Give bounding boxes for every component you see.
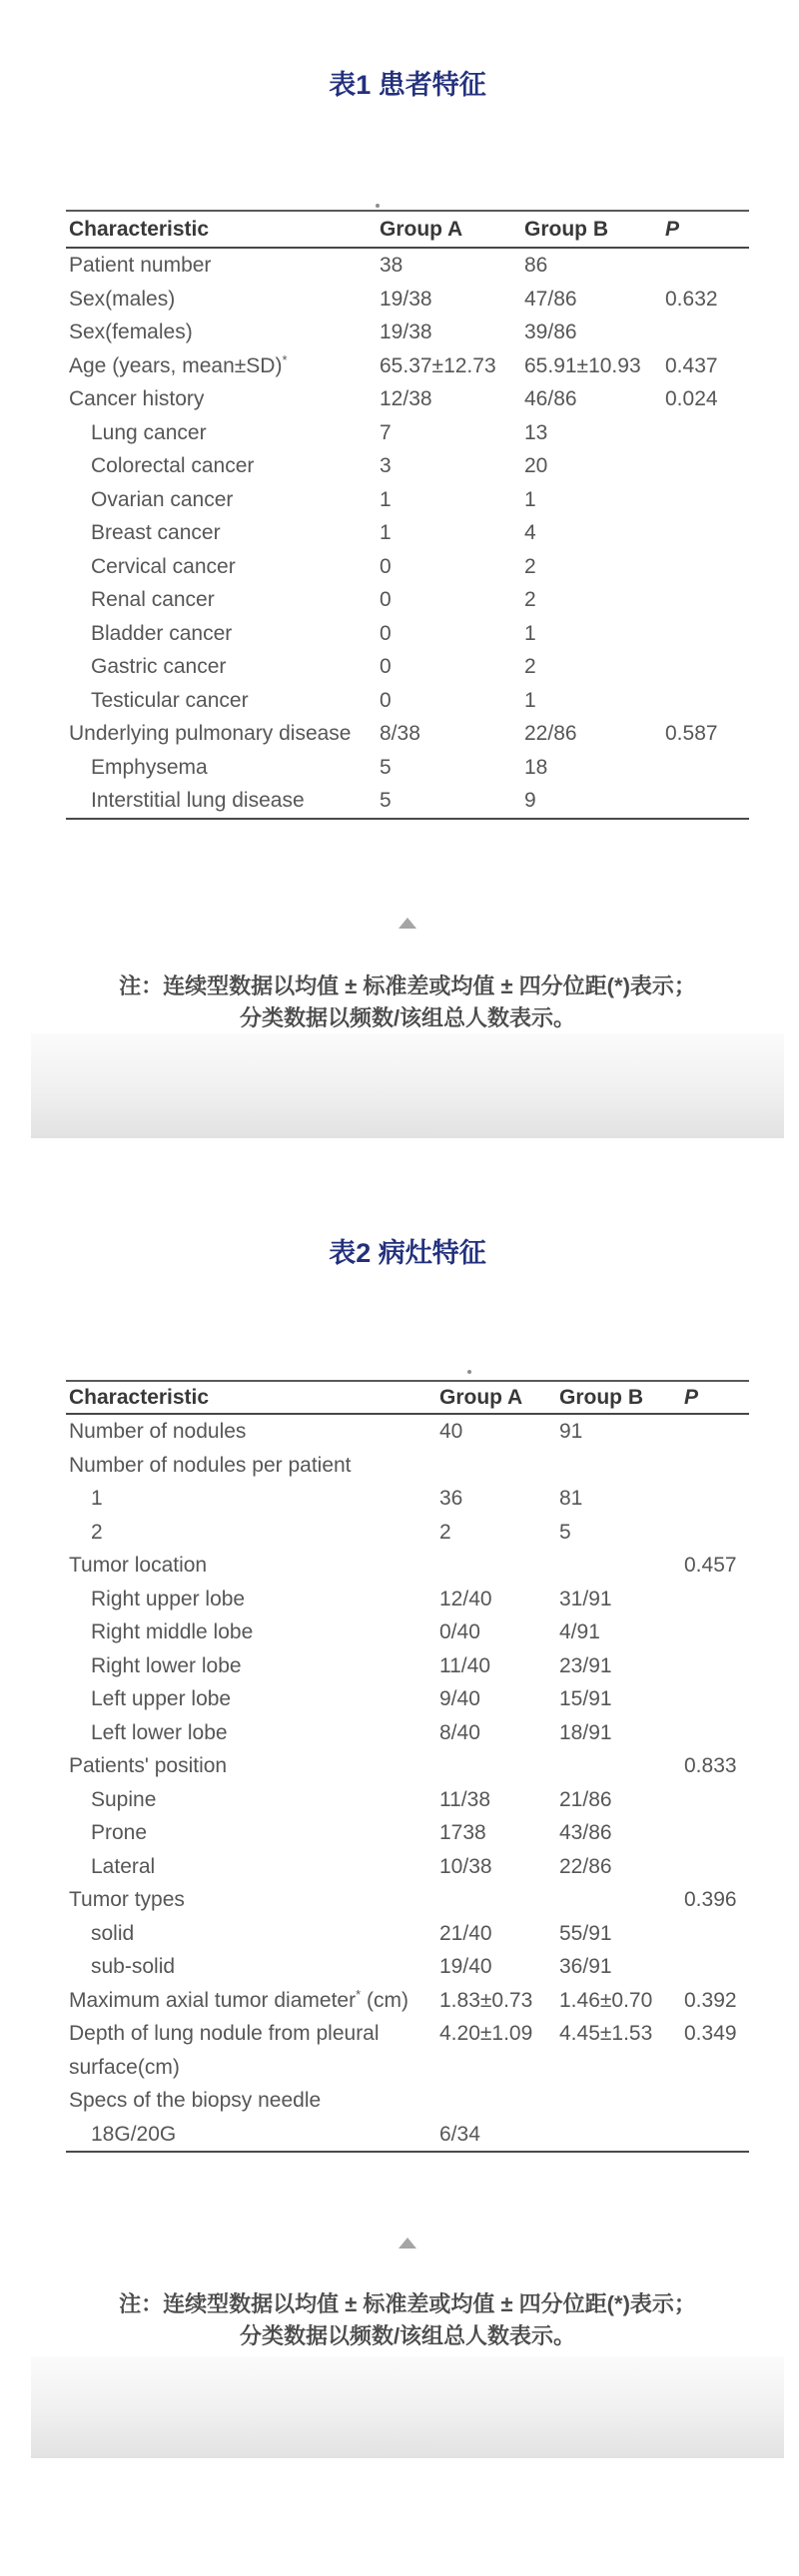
cell-p-value <box>665 550 749 584</box>
cell-group-a: 12/38 <box>380 387 432 410</box>
label-text: Right middle lobe <box>91 1620 254 1643</box>
header-characteristic: Characteristic <box>66 211 380 248</box>
cell-group-a: 11/40 <box>439 1653 490 1677</box>
cell-group-a: 65.37±12.73 <box>380 353 496 377</box>
collapse-triangle-icon[interactable] <box>399 918 416 929</box>
cell-group-b <box>559 1549 684 1583</box>
table-row <box>66 550 749 584</box>
table-1-header <box>66 211 749 248</box>
note-line-1: 注：连续型数据以均值 ± 标准差或均值 ± 四分位距(*)表示； <box>119 2291 696 2316</box>
table-row <box>66 1516 749 1550</box>
cell-group-b: 81 <box>559 1487 583 1510</box>
cell-group-b: 43/86 <box>559 1821 612 1844</box>
row-label <box>66 382 380 416</box>
table1-note <box>66 970 749 1034</box>
cell-group-b <box>559 2084 684 2118</box>
cell-group-a: 3 <box>380 454 392 477</box>
table-row <box>66 1583 749 1616</box>
cell-p-value <box>665 617 749 651</box>
label-text: Tumor types <box>69 1888 185 1911</box>
cell-p-value <box>684 1850 749 1884</box>
label-text: Right upper lobe <box>91 1587 246 1610</box>
header-group-a: Group A <box>380 211 524 248</box>
table-row <box>66 1850 749 1884</box>
row-label <box>66 1816 439 1850</box>
cell-group-b: 18/91 <box>559 1720 612 1744</box>
cell-group-a: 0 <box>380 688 392 712</box>
cell-p-value: 0.392 <box>684 1988 737 2012</box>
note-line-2: 分类数据以频数/该组总人数表示。 <box>239 1005 576 1030</box>
table-row <box>66 1482 749 1516</box>
cell-group-a: 21/40 <box>439 1921 492 1945</box>
table-row <box>66 751 749 785</box>
cell-group-b: 9 <box>524 789 536 812</box>
row-label <box>66 1850 439 1884</box>
cell-group-b: 21/86 <box>559 1787 612 1811</box>
cell-p-value <box>665 684 749 718</box>
cell-group-a: 0 <box>380 621 392 645</box>
row-label <box>66 1615 439 1649</box>
cell-group-a: 0/40 <box>439 1620 480 1643</box>
label-text: Cervical cancer <box>91 554 236 578</box>
header-p-value: P <box>684 1381 749 1414</box>
row-label <box>66 1749 439 1783</box>
row-label <box>66 1716 439 1750</box>
row-label <box>66 617 380 651</box>
row-label <box>66 2017 439 2084</box>
cell-group-b: 4 <box>524 521 536 544</box>
cell-group-b: 1.46±0.70 <box>559 1988 653 2012</box>
cell-p-value <box>665 751 749 785</box>
table-row <box>66 1682 749 1716</box>
cell-group-b: 4.45±1.53 <box>559 2022 653 2045</box>
table-1-patient-characteristics <box>66 210 749 820</box>
table-row <box>66 617 749 651</box>
row-label <box>66 2118 439 2153</box>
cell-p-value <box>684 1649 749 1683</box>
section-separator-band <box>31 2356 784 2458</box>
table-row <box>66 1917 749 1951</box>
cell-p-value <box>684 1482 749 1516</box>
row-label <box>66 550 380 584</box>
cell-p-value <box>684 1583 749 1616</box>
cell-group-b <box>559 1883 684 1917</box>
table2-note <box>66 2288 749 2352</box>
cell-group-a: 7 <box>380 420 392 444</box>
cell-group-a: 19/38 <box>380 287 432 311</box>
header-group-b: Group B <box>559 1381 684 1414</box>
cell-group-a <box>439 1749 559 1783</box>
cell-p-value: 0.833 <box>684 1754 737 1777</box>
cell-group-b: 22/86 <box>559 1854 612 1878</box>
cell-group-b: 22/86 <box>524 722 577 745</box>
cell-p-value <box>665 516 749 550</box>
label-text: solid <box>91 1921 135 1945</box>
cell-group-b: 91 <box>559 1420 583 1443</box>
header-group-a: Group A <box>439 1381 559 1414</box>
cell-group-b: 1 <box>524 621 536 645</box>
row-label <box>66 248 380 283</box>
label-text: Colorectal cancer <box>91 454 255 477</box>
row-label <box>66 1883 439 1917</box>
cell-group-a: 8/38 <box>380 722 420 745</box>
cell-group-a: 19/40 <box>439 1955 492 1978</box>
table-row <box>66 583 749 617</box>
cell-group-b: 20 <box>524 454 548 477</box>
cell-group-b <box>559 2118 684 2153</box>
section-separator-band <box>31 1033 784 1138</box>
table-row <box>66 316 749 349</box>
cell-group-a: 19/38 <box>380 321 432 343</box>
label-text: Maximum axial tumor diameter <box>69 1988 357 2012</box>
table1-title: 表1 患者特征 <box>329 70 486 100</box>
cell-group-a: 0 <box>380 554 392 578</box>
row-label <box>66 751 380 785</box>
cell-p-value <box>665 650 749 684</box>
cell-group-a: 5 <box>380 789 392 812</box>
label-text: Number of nodules <box>69 1420 247 1443</box>
cell-p-value <box>665 483 749 517</box>
table-row <box>66 382 749 416</box>
row-label <box>66 1482 439 1516</box>
header-row <box>66 211 749 248</box>
cell-group-a: 0 <box>380 655 392 678</box>
cell-p-value: 0.024 <box>665 387 718 410</box>
cell-group-a: 1.83±0.73 <box>439 1988 533 2012</box>
table-row <box>66 1449 749 1483</box>
cell-p-value <box>665 784 749 819</box>
row-label <box>66 283 380 317</box>
cell-p-value <box>684 1917 749 1951</box>
cell-group-a: 38 <box>380 254 403 277</box>
table-2-header <box>66 1381 749 1414</box>
header-p-value: P <box>665 211 749 248</box>
row-label <box>66 516 380 550</box>
cell-group-b: 47/86 <box>524 287 577 311</box>
label-text: sub-solid <box>91 1955 176 1978</box>
table-row <box>66 1749 749 1783</box>
label-text: Left upper lobe <box>91 1687 232 1710</box>
row-label <box>66 316 380 349</box>
cell-p-value <box>684 1950 749 1984</box>
table-row <box>66 483 749 517</box>
table-row <box>66 516 749 550</box>
label-text: Breast cancer <box>91 521 221 544</box>
cell-group-a <box>439 1449 559 1483</box>
row-label <box>66 1649 439 1683</box>
row-label <box>66 1783 439 1817</box>
table-row <box>66 1549 749 1583</box>
cell-p-value <box>684 1516 749 1550</box>
row-label <box>66 1516 439 1550</box>
cell-group-a: 12/40 <box>439 1587 492 1610</box>
row-label <box>66 1449 439 1483</box>
cell-group-b: 31/91 <box>559 1587 612 1610</box>
table-row <box>66 2118 749 2153</box>
table-row <box>66 1816 749 1850</box>
cell-group-a: 6/34 <box>439 2122 480 2146</box>
cell-group-a: 11/38 <box>439 1787 490 1811</box>
cell-group-a: 8/40 <box>439 1720 480 1744</box>
label-text: Lateral <box>91 1854 156 1878</box>
cell-p-value <box>665 248 749 283</box>
table-row <box>66 1414 749 1449</box>
cell-group-b: 15/91 <box>559 1687 612 1710</box>
label-text: (cm) <box>361 1988 408 2012</box>
row-label <box>66 416 380 450</box>
cell-group-b <box>559 1449 684 1483</box>
cell-p-value <box>665 316 749 349</box>
table-row <box>66 1716 749 1750</box>
cell-p-value <box>665 449 749 483</box>
row-label <box>66 2084 439 2118</box>
table-row <box>66 1783 749 1817</box>
label-text: Underlying pulmonary disease <box>69 722 352 745</box>
table-row <box>66 416 749 450</box>
table-row <box>66 2084 749 2118</box>
label-text: Interstitial lung disease <box>91 789 305 812</box>
label-text: Testicular cancer <box>91 688 249 712</box>
row-label <box>66 1583 439 1616</box>
label-text: Tumor location <box>69 1554 208 1577</box>
label-text: Number of nodules per patient <box>69 1453 352 1477</box>
cell-group-a <box>439 1549 559 1583</box>
row-label <box>66 1414 439 1449</box>
table-row <box>66 1883 749 1917</box>
table2-title: 表2 病灶特征 <box>329 1238 486 1268</box>
row-label <box>66 684 380 718</box>
note-line-1: 注：连续型数据以均值 ± 标准差或均值 ± 四分位距(*)表示； <box>119 973 696 998</box>
row-label <box>66 784 380 819</box>
cell-p-value <box>684 1615 749 1649</box>
label-text: Renal cancer <box>91 588 215 611</box>
header-characteristic: Characteristic <box>66 1381 439 1414</box>
cell-p-value <box>684 1449 749 1483</box>
table-row <box>66 784 749 819</box>
label-text: Lung cancer <box>91 420 207 444</box>
cell-group-b: 55/91 <box>559 1921 612 1945</box>
cell-group-b: 13 <box>524 420 548 444</box>
label-text: Patients' position <box>69 1754 228 1777</box>
superscript-marker: * <box>282 351 288 367</box>
label-text: 1 <box>91 1487 103 1510</box>
cell-p-value: 0.437 <box>665 353 718 377</box>
label-text: Right lower lobe <box>91 1653 242 1677</box>
cell-group-a: 36 <box>439 1487 463 1510</box>
cell-group-a: 1 <box>380 521 392 544</box>
cell-group-b: 18 <box>524 755 548 779</box>
label-text: Patient number <box>69 254 212 277</box>
cell-p-value: 0.396 <box>684 1888 737 1911</box>
cell-p-value <box>684 2084 749 2118</box>
row-label <box>66 1549 439 1583</box>
header-group-b: Group B <box>524 211 665 248</box>
cell-p-value: 0.587 <box>665 722 718 745</box>
label-text: Age (years, mean±SD) <box>69 353 283 377</box>
cell-group-b: 5 <box>559 1520 571 1544</box>
table-row <box>66 1615 749 1649</box>
cell-p-value: 0.632 <box>665 287 718 311</box>
table-row <box>66 1649 749 1683</box>
cell-group-a: 1 <box>380 487 392 511</box>
cell-group-b: 86 <box>524 254 548 277</box>
row-label <box>66 583 380 617</box>
label-text: Emphysema <box>91 755 208 779</box>
cell-group-a: 5 <box>380 755 392 779</box>
row-label <box>66 449 380 483</box>
table-row <box>66 650 749 684</box>
cell-group-b: 39/86 <box>524 321 577 343</box>
table-1-body <box>66 248 749 819</box>
cell-p-value <box>684 1682 749 1716</box>
cell-group-b: 46/86 <box>524 387 577 410</box>
table-2-body <box>66 1414 749 2152</box>
cell-group-a: 9/40 <box>439 1687 480 1710</box>
label-text: 2 <box>91 1520 103 1544</box>
label-text: Left lower lobe <box>91 1720 228 1744</box>
cell-group-b <box>559 1749 684 1783</box>
superscript-marker: * <box>356 1986 362 2002</box>
cell-group-b: 65.91±10.93 <box>524 353 641 377</box>
table-row <box>66 248 749 283</box>
cell-group-a <box>439 1883 559 1917</box>
table-row <box>66 449 749 483</box>
cell-group-a: 1738 <box>439 1821 486 1844</box>
cell-p-value <box>665 416 749 450</box>
cell-group-b: 2 <box>524 554 536 578</box>
cell-p-value <box>684 1783 749 1817</box>
cell-group-a: 10/38 <box>439 1854 492 1878</box>
label-text: Ovarian cancer <box>91 487 234 511</box>
row-label <box>66 1950 439 1984</box>
row-label <box>66 1917 439 1951</box>
table-row <box>66 1950 749 1984</box>
row-label <box>66 1984 439 2018</box>
label-text: Specs of the biopsy needle <box>69 2089 322 2112</box>
cell-group-b: 4/91 <box>559 1620 600 1643</box>
table-row <box>66 283 749 317</box>
cell-group-b: 23/91 <box>559 1653 612 1677</box>
row-label <box>66 349 380 383</box>
row-label <box>66 717 380 751</box>
label-text: Sex(males) <box>69 287 176 311</box>
cell-p-value: 0.349 <box>684 2022 737 2045</box>
table-row <box>66 684 749 718</box>
table-row <box>66 349 749 383</box>
cell-group-a <box>439 2084 559 2118</box>
collapse-triangle-icon[interactable] <box>399 2238 416 2249</box>
cell-p-value: 0.457 <box>684 1554 737 1577</box>
table-2-lesion-characteristics <box>66 1380 749 2153</box>
label-text: Gastric cancer <box>91 655 227 678</box>
label-text: Supine <box>91 1787 157 1811</box>
cell-p-value <box>684 1414 749 1449</box>
table-row <box>66 717 749 751</box>
label-text: Prone <box>91 1821 148 1844</box>
cell-p-value <box>684 1716 749 1750</box>
cell-group-b: 1 <box>524 688 536 712</box>
cell-group-b: 36/91 <box>559 1955 612 1978</box>
label-text: Sex(females) <box>69 321 193 343</box>
cell-p-value <box>684 2118 749 2153</box>
cell-group-a: 40 <box>439 1420 463 1443</box>
row-label <box>66 1682 439 1716</box>
cell-group-a: 0 <box>380 588 392 611</box>
cell-p-value <box>684 1816 749 1850</box>
label-text: Cancer history <box>69 387 205 410</box>
cell-group-b: 2 <box>524 655 536 678</box>
table-row <box>66 2017 749 2084</box>
table-row <box>66 1984 749 2018</box>
label-text: Depth of lung nodule from pleural surface(cm) <box>69 2022 380 2079</box>
header-row <box>66 1381 749 1414</box>
cell-group-b: 2 <box>524 588 536 611</box>
artifact-dot <box>376 204 380 208</box>
cell-p-value <box>665 583 749 617</box>
label-text: 18G/20G <box>91 2122 177 2146</box>
artifact-dot <box>467 1370 471 1374</box>
cell-group-a: 4.20±1.09 <box>439 2022 533 2045</box>
row-label <box>66 650 380 684</box>
label-text: Bladder cancer <box>91 621 233 645</box>
note-line-2: 分类数据以频数/该组总人数表示。 <box>239 2323 576 2348</box>
cell-group-b: 1 <box>524 487 536 511</box>
cell-group-a: 2 <box>439 1520 451 1544</box>
row-label <box>66 483 380 517</box>
